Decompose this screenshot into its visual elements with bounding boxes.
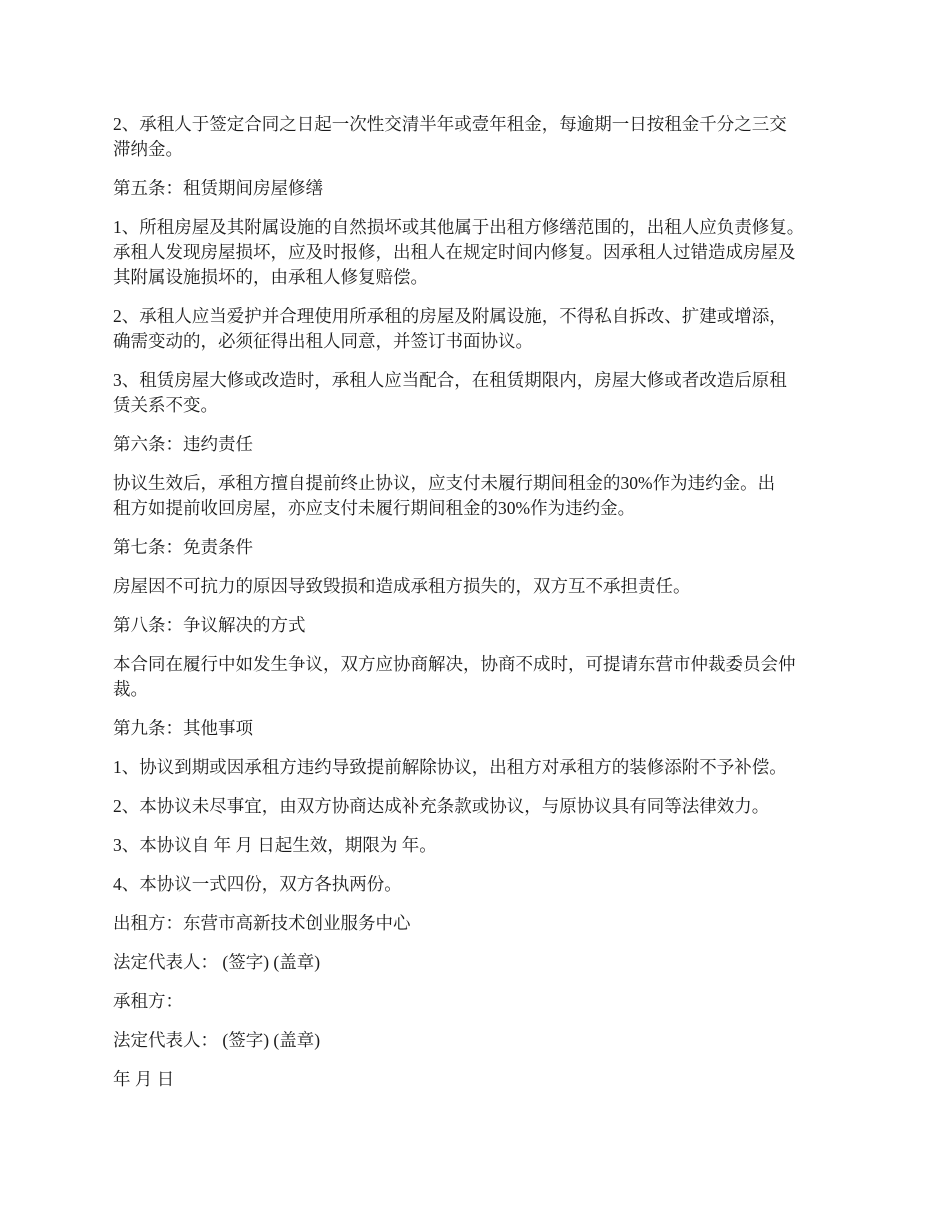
lessor-representative-line: 法定代表人： (签字) (盖章) xyxy=(113,952,321,972)
clause-8-text: 本合同在履行中如发生争议，双方应协商解决，协商不成时，可提请东营市仲裁委员会仲 裁。 xyxy=(113,654,796,699)
clause-5-item-2: 2、承租人应当爱护并合理使用所承租的房屋及附属设施，不得私自拆改、扩建或增添， 确需变动的，必须征得出租人同意，并签订书面协议。 xyxy=(113,306,787,351)
clause-5-item-1: 1、所租房屋及其附属设施的自然损坏或其他属于出租方修缮范围的，出租人应负责修复。 承租人发现房屋损坏，应及时报修，出租人在规定时间内修复。因承租人过错造成房屋及 其附属设施损坏的，由承租人修复赔偿。 xyxy=(113,217,805,287)
lessee-line: 承租方： xyxy=(113,991,183,1011)
clause-6-text: 协议生效后，承租方擅自提前终止协议，应支付未履行期间租金的30%作为违约金。出 租方如提前收回房屋，亦应支付未履行期间租金的30%作为违约金。 xyxy=(113,473,776,518)
article-9-heading: 第九条：其他事项 xyxy=(113,718,253,738)
date-line: 年 月 日 xyxy=(113,1069,175,1089)
clause-9-item-2: 2、本协议未尽事宜，由双方协商达成补充条款或协议，与原协议具有同等法律效力。 xyxy=(113,796,770,816)
article-6-heading: 第六条：违约责任 xyxy=(113,434,253,454)
clause-9-item-4: 4、本协议一式四份，双方各执两份。 xyxy=(113,874,402,894)
clause-4-item-2: 2、承租人于签定合同之日起一次性交清半年或壹年租金，每逾期一日按租金千分之三交 滞纳金。 xyxy=(113,114,787,159)
article-8-heading: 第八条：争议解决的方式 xyxy=(113,615,306,635)
article-5-heading: 第五条：租赁期间房屋修缮 xyxy=(113,178,323,198)
lessee-representative-line: 法定代表人： (签字) (盖章) xyxy=(113,1030,321,1050)
article-7-heading: 第七条：免责条件 xyxy=(113,537,253,557)
clause-9-item-3: 3、本协议自 年 月 日起生效，期限为 年。 xyxy=(113,835,437,855)
clause-7-text: 房屋因不可抗力的原因导致毁损和造成承租方损失的，双方互不承担责任。 xyxy=(113,576,691,596)
clause-5-item-3: 3、租赁房屋大修或改造时，承租人应当配合，在租赁期限内，房屋大修或者改造后原租 赁关系不变。 xyxy=(113,370,787,415)
document-page xyxy=(113,112,848,1106)
lessor-line: 出租方：东营市高新技术创业服务中心 xyxy=(113,913,411,933)
clause-9-item-1: 1、协议到期或因承租方违约导致提前解除协议，出租方对承租方的装修添附不予补偿。 xyxy=(113,757,787,777)
